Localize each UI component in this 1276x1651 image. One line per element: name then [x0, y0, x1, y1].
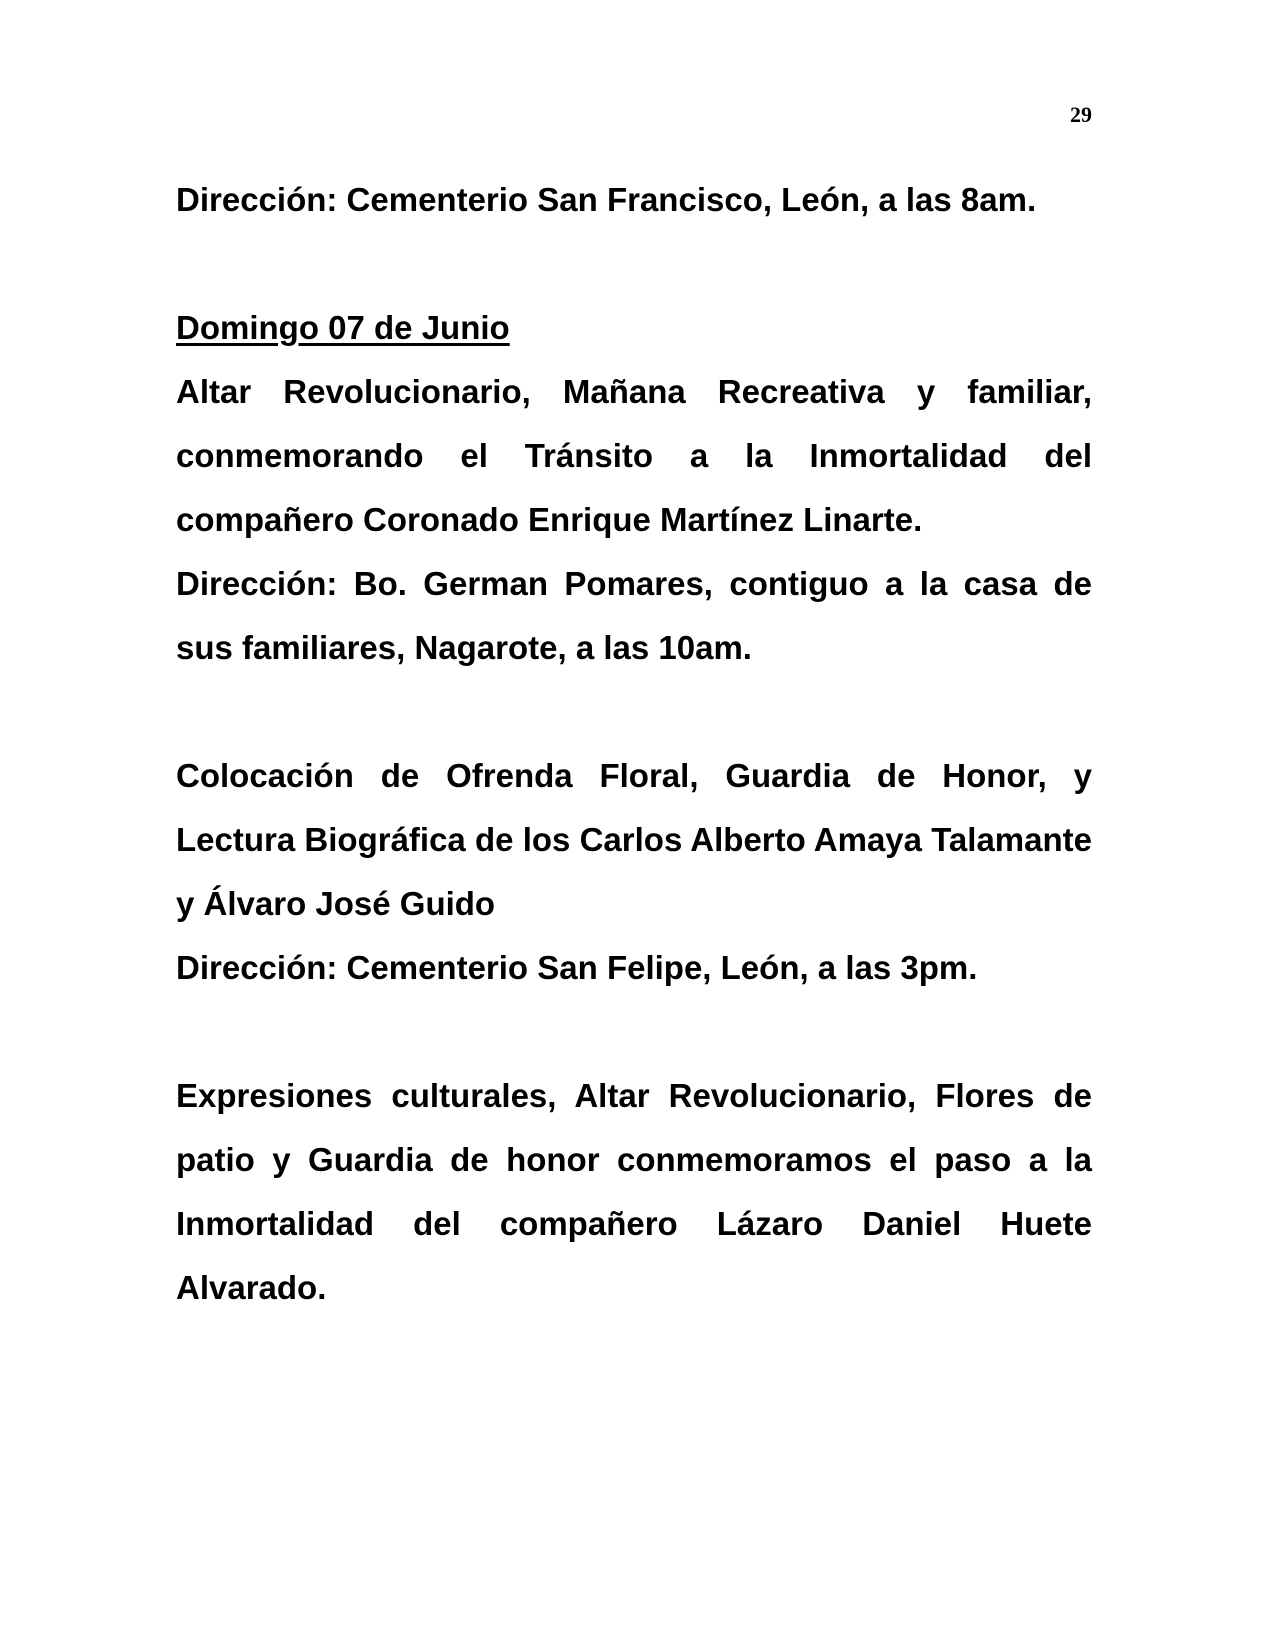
page-body — [176, 168, 1092, 1320]
event-paragraph-ofrenda: Colocación de Ofrenda Floral, Guardia de Honor, y Lectura Biográfica de los Carlos Alberto Amaya Talamante y Álvaro José Guido — [176, 757, 1092, 922]
date-heading — [176, 296, 1092, 360]
address-paragraph-nagarote: Dirección: Bo. German Pomares, contiguo a la casa de sus familiares, Nagarote, a las 10am. — [176, 565, 1092, 666]
date-heading-text: Domingo 07 de Junio — [176, 309, 510, 346]
page-number: 29 — [1070, 102, 1092, 127]
event-paragraph-expresiones: Expresiones culturales, Altar Revolucionario, Flores de patio y Guardia de honor conmemoramos el paso a la Inmortalidad del compañero Lázaro Daniel Huete Alvarado. — [176, 1077, 1092, 1306]
address-paragraph-san-felipe: Dirección: Cementerio San Felipe, León, a las 3pm. — [176, 949, 978, 986]
address-paragraph-san-francisco: Dirección: Cementerio San Francisco, León, a las 8am. — [176, 181, 1037, 218]
event-paragraph-altar: Altar Revolucionario, Mañana Recreativa y familiar, conmemorando el Tránsito a la Inmortalidad del compañero Coronado Enrique Martínez Linarte. — [176, 373, 1092, 538]
